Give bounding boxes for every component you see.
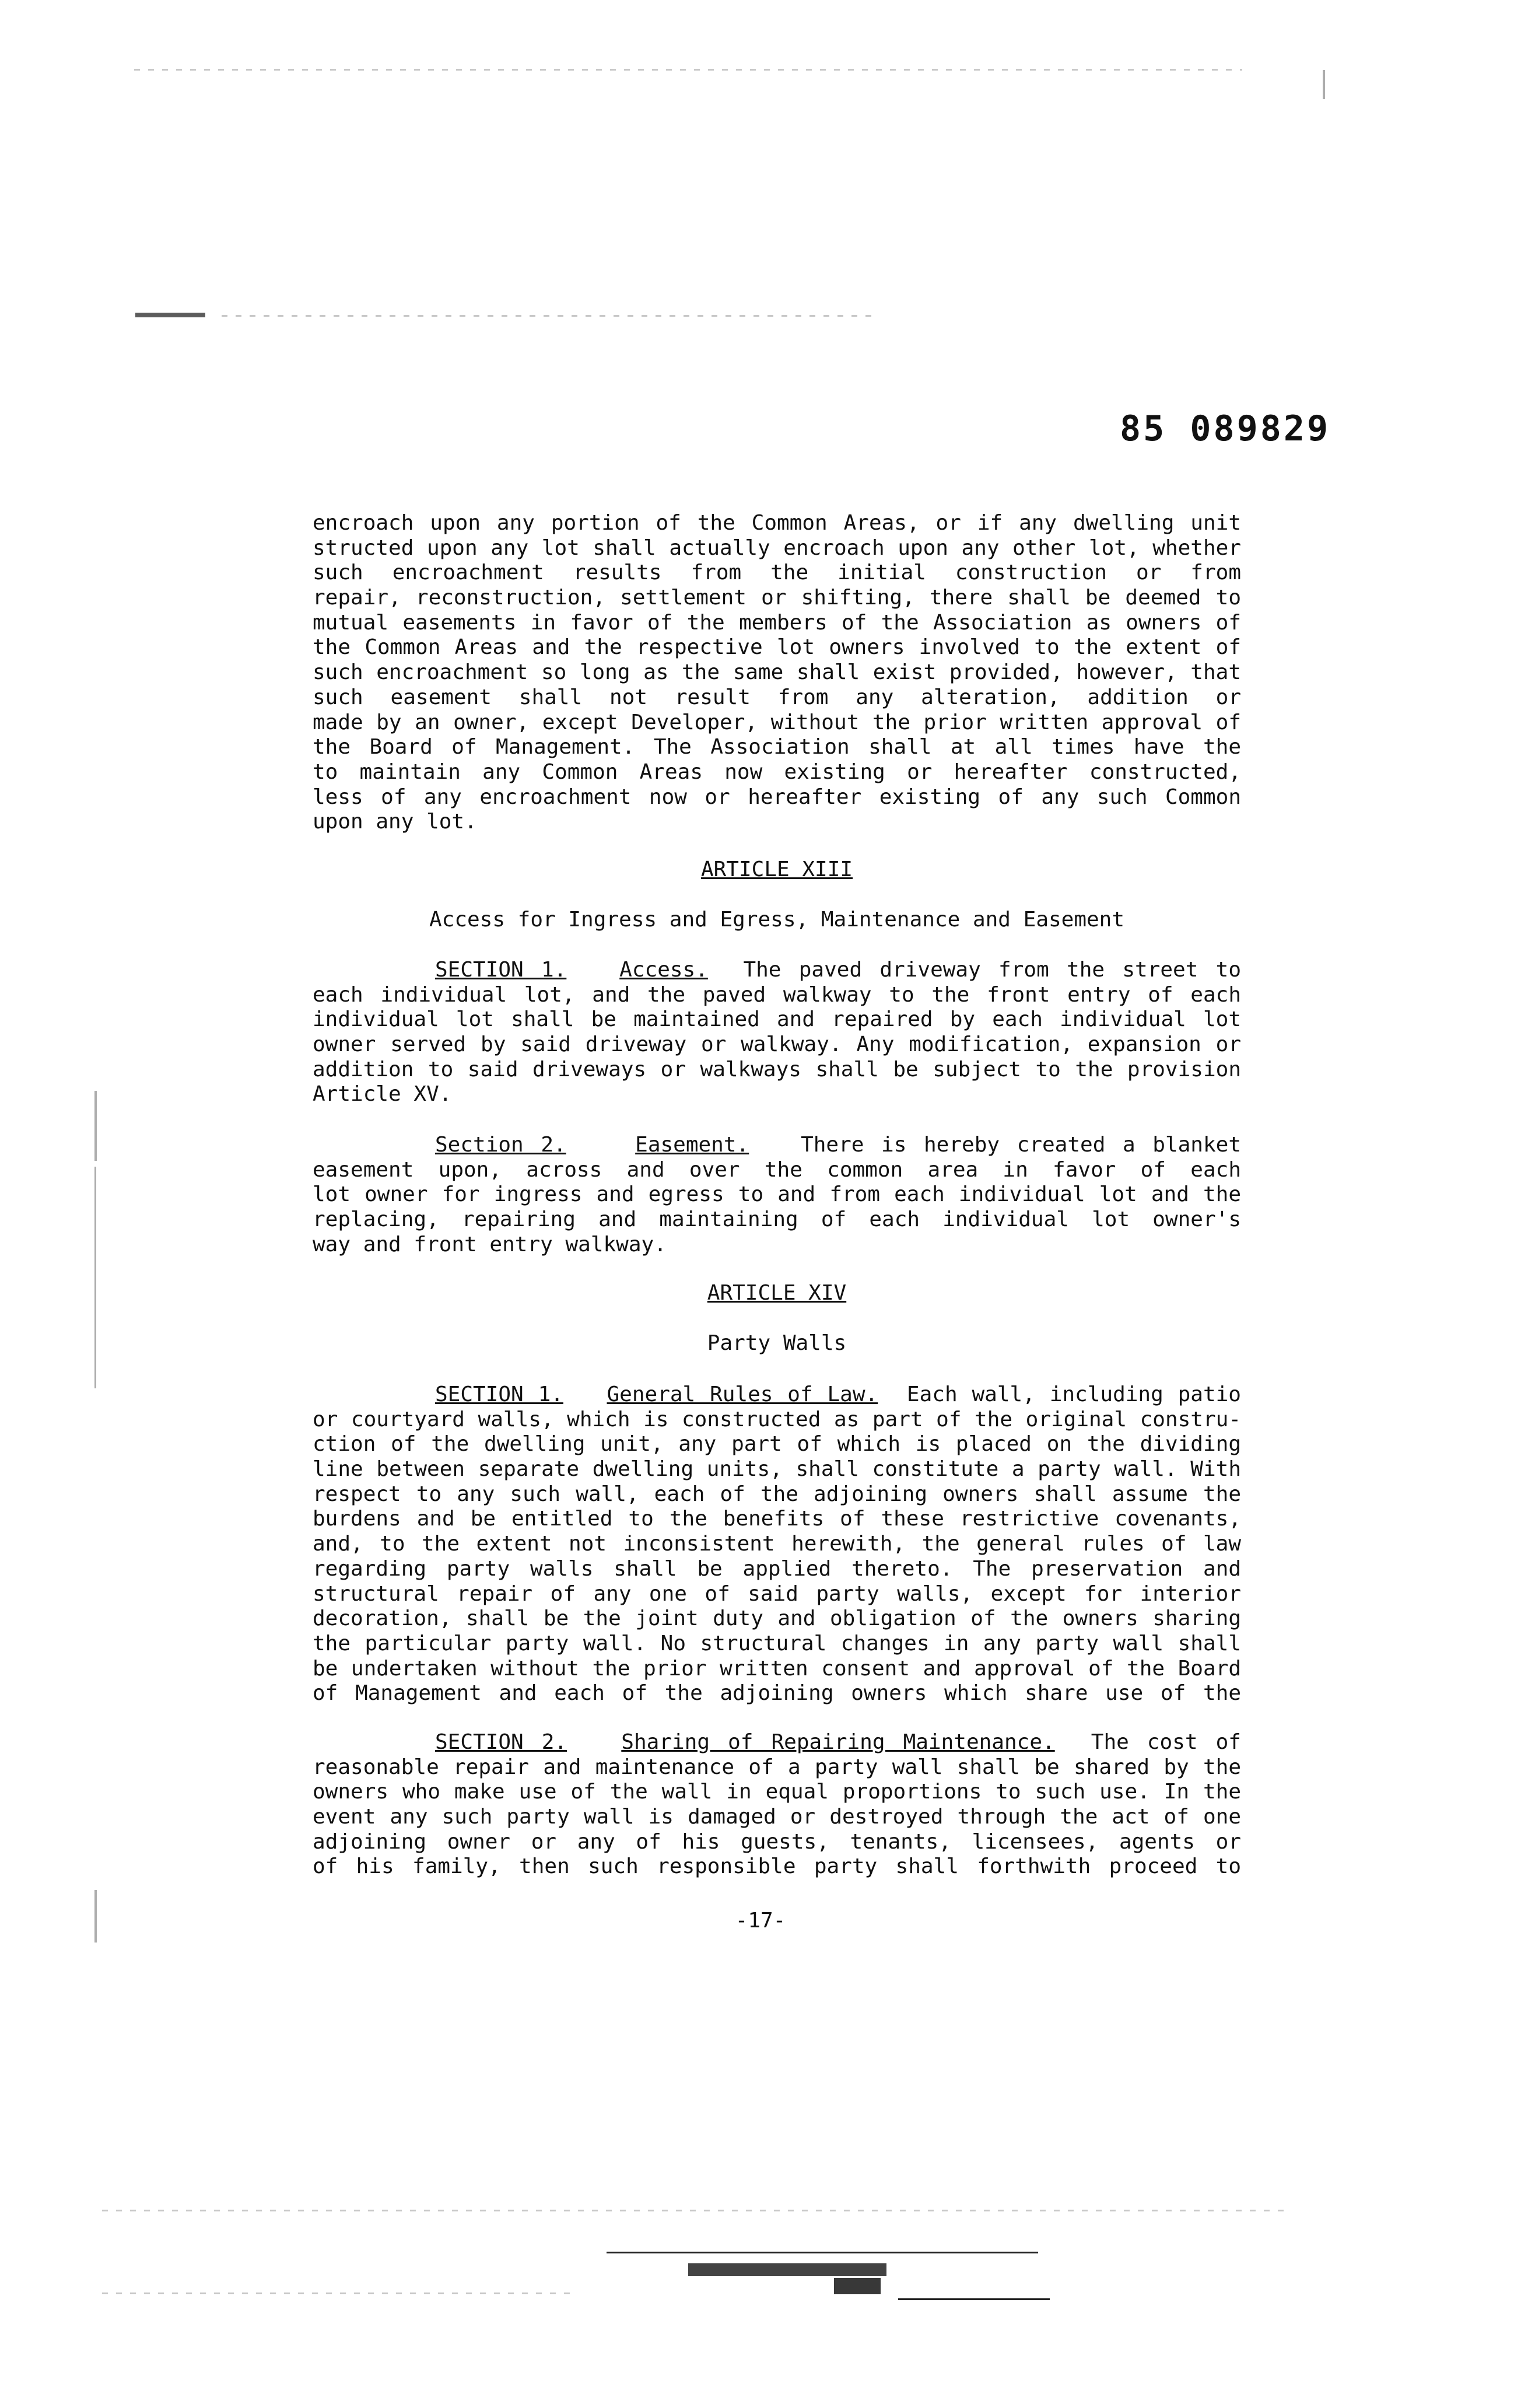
section-label: SECTION 1. (435, 1382, 563, 1406)
text-line: repair, reconstruction, settlement or shifting, there shall be deemed to (313, 586, 1241, 610)
text-line: structural repair of any one of said party walls, except for interior (313, 1581, 1241, 1606)
text-line: structed upon any lot shall actually encroach upon any other lot, whether (313, 536, 1241, 560)
section-caption: Easement. (635, 1133, 749, 1157)
text-line: event any such party wall is damaged or destroyed through the act of one (313, 1805, 1241, 1829)
text-line: owner served by said driveway or walkway. Any modification, expansion or (313, 1032, 1241, 1057)
article-heading (313, 1281, 1241, 1306)
section-caption: Sharing of Repairing Maintenance. (621, 1730, 1055, 1754)
scan-artifact (135, 313, 205, 317)
section-caption: General Rules of Law. (607, 1382, 878, 1406)
text-line: The cost of (1091, 1730, 1241, 1754)
margin-artifact (94, 1091, 97, 1161)
text-line: decoration, shall be the joint duty and obligation of the owners sharing (313, 1606, 1241, 1631)
scan-artifact (102, 2292, 574, 2294)
text-line: ction of the dwelling unit, any part of which is placed on the dividing (313, 1432, 1241, 1457)
scan-artifact (898, 2298, 1050, 2300)
section-caption: Access. (619, 958, 708, 982)
page-number: -17- (735, 1909, 786, 1933)
section-paragraph (313, 1382, 1241, 1706)
scan-artifact (134, 69, 1242, 71)
text-line: addition to said driveways or walkways shall be subject to the provision (313, 1057, 1241, 1082)
text-line: or courtyard walls, which is constructed as part of the original constru- (313, 1407, 1241, 1432)
text-line: be undertaken without the prior written consent and approval of the Board (313, 1656, 1241, 1681)
text-line: owners who make use of the wall in equal proportions to such use. In the (313, 1780, 1241, 1804)
text-line: mutual easements in favor of the members of the Association as owners of (313, 610, 1241, 635)
text-line: such easement shall not result from any alteration, addition or (313, 685, 1241, 709)
text-line: regarding party walls shall be applied thereto. The preservation and (313, 1556, 1241, 1581)
text-line: Each wall, including patio (906, 1382, 1241, 1406)
text-line: individual lot shall be maintained and repaired by each individual lot (313, 1007, 1241, 1032)
text-line: the particular party wall. No structural changes in any party wall shall (313, 1631, 1241, 1656)
text-line: the Common Areas and the respective lot owners involved to the extent of (313, 635, 1241, 660)
article-heading (313, 858, 1241, 882)
margin-artifact (1323, 70, 1325, 99)
text-line: of his family, then such responsible party shall forthwith proceed to (313, 1854, 1241, 1879)
text-line: There is hereby created a blanket (801, 1133, 1241, 1157)
text-line: lot owner for ingress and egress to and from each individual lot and the (313, 1182, 1241, 1207)
text-line: Article XV. (313, 1082, 452, 1107)
section-first-line (313, 958, 1241, 983)
text-line: less of any encroachment now or hereafter existing of any such Common (313, 785, 1241, 809)
article-number: ARTICLE XIV (707, 1281, 847, 1305)
text-line: encroach upon any portion of the Common Areas, or if any dwelling unit (313, 511, 1241, 535)
section-paragraph (313, 958, 1241, 1107)
scan-artifact (102, 2210, 1292, 2211)
section-label: SECTION 2. (435, 1730, 567, 1754)
scan-artifact (607, 2252, 1038, 2253)
text-line: to maintain any Common Areas now existing or hereafter constructed, (313, 760, 1241, 784)
text-line: each individual lot, and the paved walkway to the front entry of each (313, 982, 1241, 1007)
text-line: easement upon, across and over the common area in favor of each (313, 1157, 1241, 1182)
section-first-line (313, 1382, 1241, 1408)
text-line: the Board of Management. The Association shall at all times have the (313, 735, 1241, 760)
text-line: and, to the extent not inconsistent herewith, the general rules of law (313, 1532, 1241, 1556)
section-paragraph (313, 1133, 1241, 1257)
article-title: Party Walls (707, 1331, 847, 1355)
text-line: The paved driveway from the street to (743, 958, 1241, 982)
text-line: adjoining owner or any of his guests, tenants, licensees, agents or (313, 1829, 1241, 1854)
scan-artifact (688, 2263, 886, 2276)
text-line: such encroachment so long as the same shall exist provided, however, that (313, 660, 1241, 685)
margin-artifact (94, 1167, 96, 1388)
text-line: replacing, repairing and maintaining of each individual lot owner's (313, 1208, 1241, 1232)
text-line: respect to any such wall, each of the adjoining owners shall assume the (313, 1482, 1241, 1506)
section-first-line (313, 1730, 1241, 1755)
article-number: ARTICLE XIII (700, 858, 853, 881)
text-line: such encroachment results from the initial construction or from (313, 561, 1241, 585)
text-line: way and front entry walkway. (313, 1232, 667, 1256)
text-line: reasonable repair and maintenance of a party wall shall be shared by the (313, 1755, 1241, 1779)
document-number: 85 089829 (1120, 408, 1331, 449)
section-label: SECTION 1. (435, 958, 567, 982)
text-line: upon any lot. (313, 810, 477, 834)
scan-artifact (222, 315, 875, 317)
scan-artifact (834, 2278, 881, 2294)
section-paragraph (313, 1730, 1241, 1880)
section-label: Section 2. (435, 1133, 566, 1157)
encroachment-paragraph (313, 511, 1241, 835)
section-first-line (313, 1133, 1241, 1158)
text-line: burdens and be entitled to the benefits of these restrictive covenants, (313, 1507, 1241, 1531)
text-line: line between separate dwelling units, shall constitute a party wall. With (313, 1457, 1241, 1482)
text-line: of Management and each of the adjoining owners which share use of the (313, 1681, 1241, 1706)
text-line: made by an owner, except Developer, without the prior written approval of (313, 710, 1241, 734)
article-title: Access for Ingress and Egress, Maintenance and Easement (429, 908, 1125, 932)
